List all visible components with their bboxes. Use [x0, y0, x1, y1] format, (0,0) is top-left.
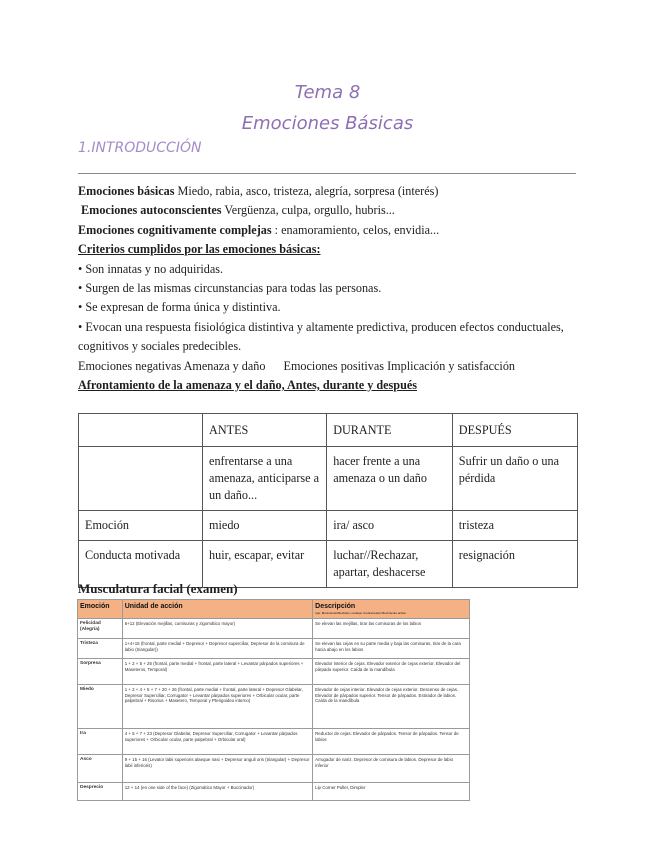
facial-action-units: 4 + 5 + 7 + 23 (Depresor Glabelar, Depresor Superciliar, Corrugator + Levantar párpados superiores + Orbicular ocular, parte palpebral + Orbicular oral) [122, 729, 312, 755]
facial-description: Elevador de cejas interior. Elevador de cejas exterior. Descenso de cejas. Elevador de párpados superior. Tensor de párpados. Estirador de labios. Caída de la mandíbula [313, 685, 470, 729]
basic-emotions-label: Emociones básicas [78, 184, 175, 198]
table-row [78, 659, 470, 685]
page-title: Tema 8 [294, 82, 361, 103]
self-conscious-text: Vergüenza, culpa, orgullo, hubris... [221, 203, 395, 218]
basic-emotions-line [78, 182, 578, 201]
table-header-cell [79, 414, 203, 447]
facial-action-table [77, 599, 470, 801]
complex-emotions-label: Emociones cognitivamente complejas [78, 222, 272, 237]
criteria-item: • Son innatas y no adquiridas. [78, 261, 224, 276]
table-row [78, 685, 470, 729]
table-row [78, 639, 470, 659]
self-conscious-line [78, 201, 578, 220]
facial-musculature-heading: Musculatura facial (examen) [78, 581, 238, 596]
table-cell [79, 447, 203, 511]
positive-emotions: Emociones positivas Implicación y satisfacción [283, 358, 516, 373]
table-row [78, 783, 470, 801]
table-header-cell: ANTES [203, 414, 327, 447]
criteria-heading: Criterios cumplidos por las emociones básicas: [78, 242, 321, 257]
facial-action-units: 9 + 15 + 16 (Levator labii superioris alaeque nasi + Depresor anguli oris (triangular) + Depresor labii inferioris) [122, 755, 312, 783]
section-heading: 1.INTRODUCCIÓN [78, 140, 202, 156]
facial-emotion: Tristeza [78, 639, 123, 659]
facial-header-row [78, 600, 470, 619]
facial-emotion: Sorpresa [78, 659, 123, 685]
table-header-row [79, 414, 578, 447]
facial-description: Arrugador de nariz. Depresor de comisura de labios. Depresor de labio inferior [313, 755, 470, 783]
table-row [78, 619, 470, 639]
facial-action-units: 1 + 2 + 4 + 5 + 7 + 20 + 26 (frontal, parte medial + frontal, parte lateral + Depresor Glabelar, Depresor Superciliar, Corrugator + Levantar párpados superiores + Orbicular ocular, parte palpebral + Risorius + Masetero, Temporal y Pterigoideo interno) [122, 685, 312, 729]
facial-header-cell: Emoción [78, 600, 123, 619]
table-cell: enfrentarse a una amenaza, anticiparse a un daño... [203, 447, 327, 511]
emotion-valence-line [78, 357, 578, 376]
facial-header-note: rojo: Movimiento/Rechazo; naranja: Contrarrestar Movimiento activa [315, 611, 406, 615]
page-subtitle: Emociones Básicas [241, 113, 414, 134]
facial-emotion: Felicidad (Alegría) [78, 619, 123, 639]
criteria-item: • Evocan una respuesta fisiológica distintiva y altamente predictiva, producen efectos conductuales, cognitivos y sociales predecibles. [78, 319, 564, 354]
facial-description: Se elevan las mejillas, tirar las comisuras de los labios [313, 619, 470, 639]
table-cell: Conducta motivada [79, 541, 203, 588]
facial-action-units: 1+4+15 (frontal, parte medial + Depresor + Depresor superciliar, Depresor de la comisura de labio (triangular)) [122, 639, 312, 659]
table-row [79, 511, 578, 541]
complex-emotions-text: : enamoramiento, celos, envidia... [271, 222, 440, 237]
coping-phase-table [78, 413, 578, 588]
facial-header-cell: Unidad de acción [122, 600, 312, 619]
table-cell: huir, escapar, evitar [203, 541, 327, 588]
table-row [79, 447, 578, 511]
table-cell: hacer frente a una amenaza o un daño [327, 447, 453, 511]
table-cell: Emoción [79, 511, 203, 541]
table-header-cell: DURANTE [327, 414, 453, 447]
table-row [78, 729, 470, 755]
table-cell: ira/ asco [327, 511, 453, 541]
table-header-cell: DESPUÉS [452, 414, 577, 447]
facial-description: Reductor de cejas. Elevador de párpados. Tensor de párpados. Tensor de labios [313, 729, 470, 755]
table-cell: resignación [452, 541, 577, 588]
facial-emotion: Asco [78, 755, 123, 783]
complex-emotions-line [78, 221, 578, 240]
facial-emotion: Ira [78, 729, 123, 755]
coping-heading: Afrontamiento de la amenaza y el daño, Antes, durante y después [78, 378, 417, 393]
facial-emotion: Desprecio [78, 783, 123, 801]
facial-action-units: 1 + 2 + 5 + 26 (frontal, parte medial + frontal, parte lateral + Levantar párpados superiores + Maseteros, Temporal) [122, 659, 312, 685]
intro-text [78, 182, 578, 395]
criteria-item: • Se expresan de forma única y distintiva. [78, 300, 281, 315]
section-divider [78, 173, 576, 174]
basic-emotions-text: Miedo, rabia, asco, tristeza, alegría, sorpresa (interés) [174, 184, 439, 198]
facial-description: Se elevan las cejas en su parte media y baja las comisuras, tirar de la cara hacia abajo en los labios [313, 639, 470, 659]
facial-header-cell: Descripción [315, 603, 356, 610]
table-cell: luchar//Rechazar, apartar, deshacerse [327, 541, 453, 588]
facial-header-description [313, 600, 470, 619]
criteria-item: • Surgen de las mismas circunstancias para todas las personas. [78, 281, 382, 296]
facial-emotion: Miedo [78, 685, 123, 729]
table-cell: tristeza [452, 511, 577, 541]
negative-emotions: Emociones negativas Amenaza y daño [78, 358, 266, 373]
facial-action-units: 12 + 14 (en one side of the face) (Zigomático Mayor + Buccinador) [122, 783, 312, 801]
facial-action-units: 6+12 (Elevación mejillas, comisuras y zigomático mayor) [122, 619, 312, 639]
self-conscious-label: Emociones autoconscientes [81, 203, 222, 218]
table-cell: Sufrir un daño o una pérdida [452, 447, 577, 511]
table-cell: miedo [203, 511, 327, 541]
facial-description: Elevador interior de cejas. Elevador exterior de cejas exterior. Elevador del párpado superior. Caída de la mandíbula [313, 659, 470, 685]
table-row [78, 755, 470, 783]
facial-description: Lip Corner Puller, Dimpler [313, 783, 470, 801]
